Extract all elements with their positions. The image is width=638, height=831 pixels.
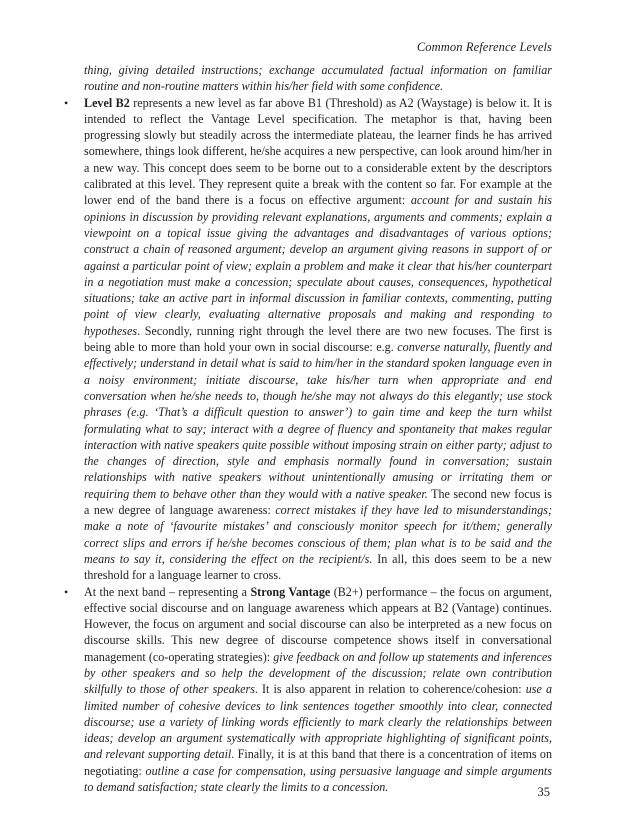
list-item-b2 — [62, 95, 552, 584]
running-header: Common Reference Levels — [416, 40, 552, 54]
b2plus-descriptors-management: give feedback on and follow up statements and inferences by other speakers and so help the development of the discussion; relate own contribution skilfully to those of other speakers — [84, 649, 552, 697]
b2plus-text-2: (B2+) performance – the focus on argument, effective social discourse and on language awareness which appears at B2 (Vantage) continues. However, the focus on argument and social discourse can also be interpreted as a new focus on discourse skills. This new degree of discourse competence shows itself in conversational management (co-operating strategies): — [84, 584, 552, 664]
list-item-b2-plus — [62, 584, 552, 796]
bullet: • — [64, 584, 69, 599]
b2-text-4: In all, this does seem to be a new threshold for a language learner to cross. — [84, 551, 552, 583]
b2plus-text-3: . It is also apparent in relation to coherence/cohesion: — [254, 682, 526, 697]
b2plus-descriptors-negotiating: outline a case for compensation, using persuasive language and simple arguments to demand satisfaction; state clearly the limits to a concession. — [84, 763, 552, 795]
b2plus-descriptors-cohesion: use a limited number of cohesive devices to link sentences together smoothly into clear, connected discourse; use a variety of linking words efficiently to mark clearly the relationships between ideas; develop an argument systematically with appropriate highlighting of significant points, and relevant supporting detail — [84, 682, 552, 762]
b2-descriptors-awareness: correct mistakes if they have led to misunderstandings; make a note of ‘favourite mistakes’ and consciously monitor speech for it/them; generally correct slips and errors if he/she becomes conscious of them; plan what is to be said and the means to say it, considering the effect on the recipient/s. — [84, 503, 552, 566]
page-number: 35 — [537, 785, 550, 799]
b2-text-1: represents a new level as far above B1 (Threshold) as A2 (Waystage) is below it. It is intended to reflect the Vantage Level specification. The metaphor is that, having been progressing slowly but steadily across the intermediate plateau, the learner finds he has arrived somewhere, things look different, he/she acquires a new perspective, can look around him/her in a new way. This concept does seem to be borne out to a considerable extent by the descriptors calibrated at this level. They represent quite a break with the content so far. For example at the lower end of the band there is a focus on effective argument: — [84, 95, 552, 208]
body-text — [62, 62, 552, 795]
b2plus-text-1: At the next band – representing a — [84, 584, 251, 599]
bullet: • — [64, 95, 69, 110]
b2-text-3: The second new focus is a new degree of language awareness: — [84, 486, 552, 518]
b2-descriptors-social: converse naturally, fluently and effectively; understand in detail what is said to him/her in the standard spoken language even in a noisy environment; initiate discourse, take his/her turn when appropriate and end conversation when he/she needs to, though he/she may not always do this elegantly; use stock phrases (e.g. ‘That’s a difficult question to answer’) to gain time and keep the turn whilst formulating what to say; interact with a degree of fluency and spontaneity that makes regular interaction with native speakers quite possible without imposing strain on either party; adjust to the changes of direction, style and emphasis normally found in conversation; sustain relationships with native speakers without unintentionally amusing or irritating them or requiring them to behave other than they would with a native speaker. — [84, 340, 553, 501]
b2plus-text-4: . Finally, it is at this band that there is a concentration of items on negotiating: — [84, 747, 552, 778]
continuation-paragraph: thing, giving detailed instructions; exchange accumulated factual information on familiar routine and non-routine matters within his/her field with some confidence. — [84, 63, 552, 94]
level-b2-label: Level B2 — [84, 95, 130, 110]
b2-text-2: . Secondly, running right through the level there are two new focuses. The first is being able to more than hold your own in social discourse: e.g. — [84, 323, 552, 355]
b2-descriptors-argument: account for and sustain his opinions in discussion by providing relevant explanations, arguments and comments; explain a viewpoint on a topical issue giving the advantages and disadvantages of various options; construct a chain of reasoned argument; develop an argument giving reasons in support of or against a particular point of view; explain a problem and make it clear that his/her counterpart in a negotiation must make a concession; speculate about causes, consequences, hypothetical situations; take an active part in informal discussion in familiar contexts, commenting, putting point of view clearly, evaluating alternative proposals and making and responding to hypotheses — [84, 193, 552, 338]
strong-vantage-label: Strong Vantage — [250, 584, 331, 599]
